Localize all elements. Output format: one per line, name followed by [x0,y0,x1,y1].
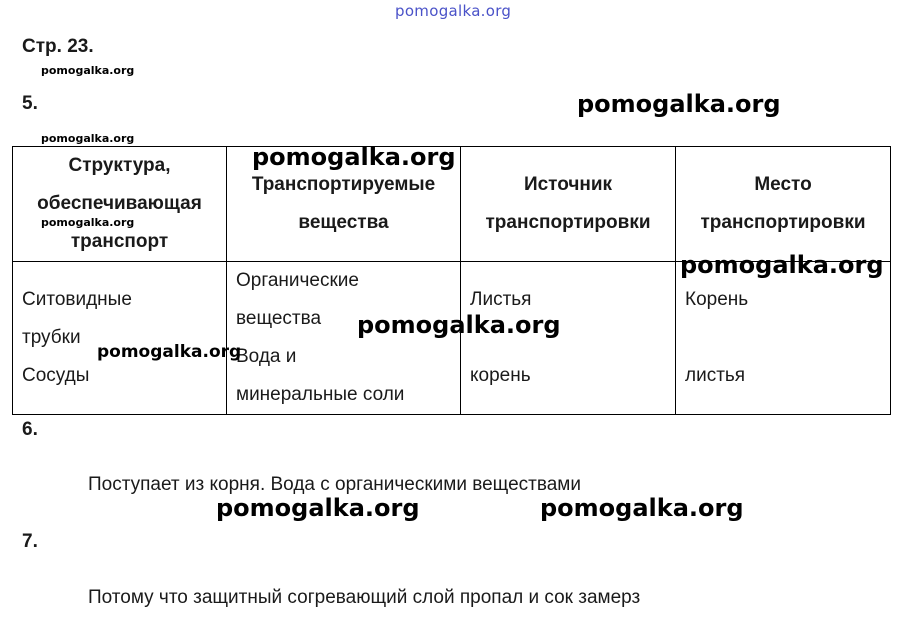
task-7-number: 7. [22,531,38,552]
cell-line: Листья [470,289,532,310]
cell-line: трубки [22,327,81,348]
cell-line: Органические [236,270,359,291]
watermark-small: pomogalka.org [41,216,135,229]
transport-table [12,146,891,415]
cell-line: корень [470,365,531,386]
task-5-number: 5. [22,93,38,114]
task-6-number: 6. [22,419,38,440]
header-line: Источник [523,174,613,195]
watermark: pomogalka.org [577,90,781,118]
header-line: транспорт [70,231,169,252]
cell-line: Ситовидные [22,289,132,310]
header-line: Транспортируемые [251,174,436,195]
header-line: вещества [298,212,389,233]
watermark: pomogalka.org [680,251,884,279]
watermark: pomogalka.org [252,143,456,171]
header-destination [676,147,891,262]
watermark: pomogalka.org [216,494,420,522]
header-structure [13,147,227,262]
cell-destination [676,262,891,415]
header-line: Структура, [68,155,171,176]
header-line: Место [754,174,812,195]
cell-line: минеральные соли [236,384,405,405]
cell-line: вещества [236,308,322,329]
task-7-answer: Потому что защитный согревающий слой пропал и сок замерз [88,587,641,608]
header-line: транспортировки [700,212,866,233]
watermark-small: pomogalka.org [41,64,135,77]
header-source [461,147,676,262]
cell-line: Сосуды [22,365,90,386]
watermark-small: pomogalka.org [41,132,135,145]
watermark: pomogalka.org [357,311,561,339]
task-6-answer: Поступает из корня. Вода с органическими веществами [88,474,581,495]
watermark: pomogalka.org [540,494,744,522]
page-heading: Стр. 23. [22,36,94,57]
cell-line: листья [685,365,746,386]
cell-structure [13,262,227,415]
cell-line: Корень [685,289,749,310]
watermark-top: pomogalka.org [395,2,512,20]
header-line: транспортировки [485,212,651,233]
cell-line: Вода и [236,346,297,367]
watermark: pomogalka.org [97,342,242,362]
header-line: обеспечивающая [37,193,202,214]
